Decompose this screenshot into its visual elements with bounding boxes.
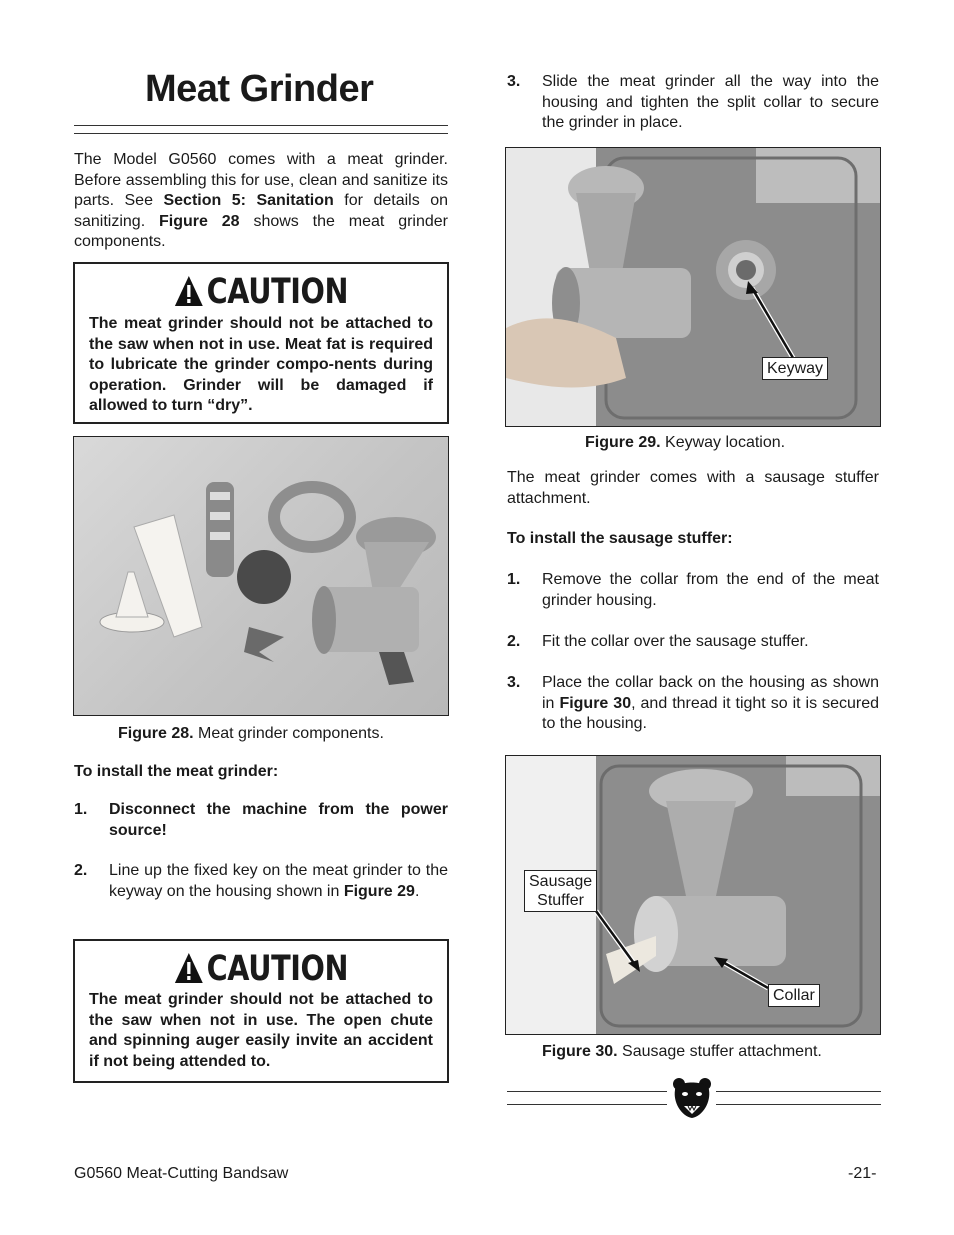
logo-divider-left-top [507,1091,667,1092]
figure-30-photo [505,755,881,1035]
title-divider-bottom [74,133,448,134]
keyway-location-image [506,148,881,427]
install-stuffer-heading: To install the sausage stuffer: [507,530,733,547]
sausage-intro-paragraph: The meat grinder comes with a sausage stuffer attachment. [507,469,879,507]
footer-model: G0560 Meat-Cutting Bandsaw [74,1165,289,1182]
caution-text-2: The meat grinder should not be attached to the saw when not in use. The open chute and spinning auger easily invite an accident if not being attended to. [89,991,433,1070]
logo-divider-right-bottom [716,1104,881,1105]
install-grinder-heading: To install the meat grinder: [74,763,279,780]
bear-head-logo-icon [671,1076,713,1120]
figure-29-caption: Figure 29. Keyway location. [585,434,786,451]
grinder-step-1: 1. Disconnect the machine from the power source! [74,801,448,839]
warning-triangle-icon [174,275,204,307]
figure-28-photo [73,436,449,716]
caution-box-2 [73,939,449,1083]
logo-divider-right-top [716,1091,881,1092]
caution-heading: CAUTION [108,270,413,314]
stuffer-step-3: 3. Place the collar back on the housing as shown in Figure 30, and thread it tight so it is secured to the housing. [507,674,880,732]
caution-text-1: The meat grinder should not be attached to the saw when not in use. Meat fat is required to lubricate the grinder compo-nents during operation. Grinder will be damaged if allowed to turn “dry”. [89,315,433,414]
intro-paragraph: The Model G0560 comes with a meat grinder. Before assembling this for use, clean and sanitize its parts. See Section 5: Sanitation for details on sanitizing. Figure 28 shows the meat grinder components. [74,151,449,250]
grinder-step-3: 3. Slide the meat grinder all the way into the housing and tighten the split collar to secure the grinder in place. [507,73,879,131]
stuffer-step-2: 2. Fit the collar over the sausage stuffer. [507,633,809,650]
title-divider-top [74,125,448,126]
logo-divider-left-bottom [507,1104,667,1105]
sausage-stuffer-callout: Sausage Stuffer [524,870,597,912]
warning-triangle-icon [174,952,204,984]
footer-page-number: -21- [848,1165,877,1182]
collar-callout: Collar [768,984,820,1007]
meat-grinder-components-image [74,437,449,716]
figure-29-photo [505,147,881,427]
page-title: Meat Grinder [145,68,374,110]
grinder-step-2: 2. Line up the fixed key on the meat grinder to the keyway on the housing shown in Figure 29. [74,862,448,900]
figure-28-caption: Figure 28. Meat grinder components. [118,725,384,742]
caution-heading: CAUTION [108,947,413,991]
stuffer-step-1: 1. Remove the collar from the end of the meat grinder housing. [507,571,879,609]
caution-box-1 [73,262,449,424]
keyway-callout: Keyway [762,357,828,380]
figure-30-caption: Figure 30. Sausage stuffer attachment. [542,1043,822,1060]
